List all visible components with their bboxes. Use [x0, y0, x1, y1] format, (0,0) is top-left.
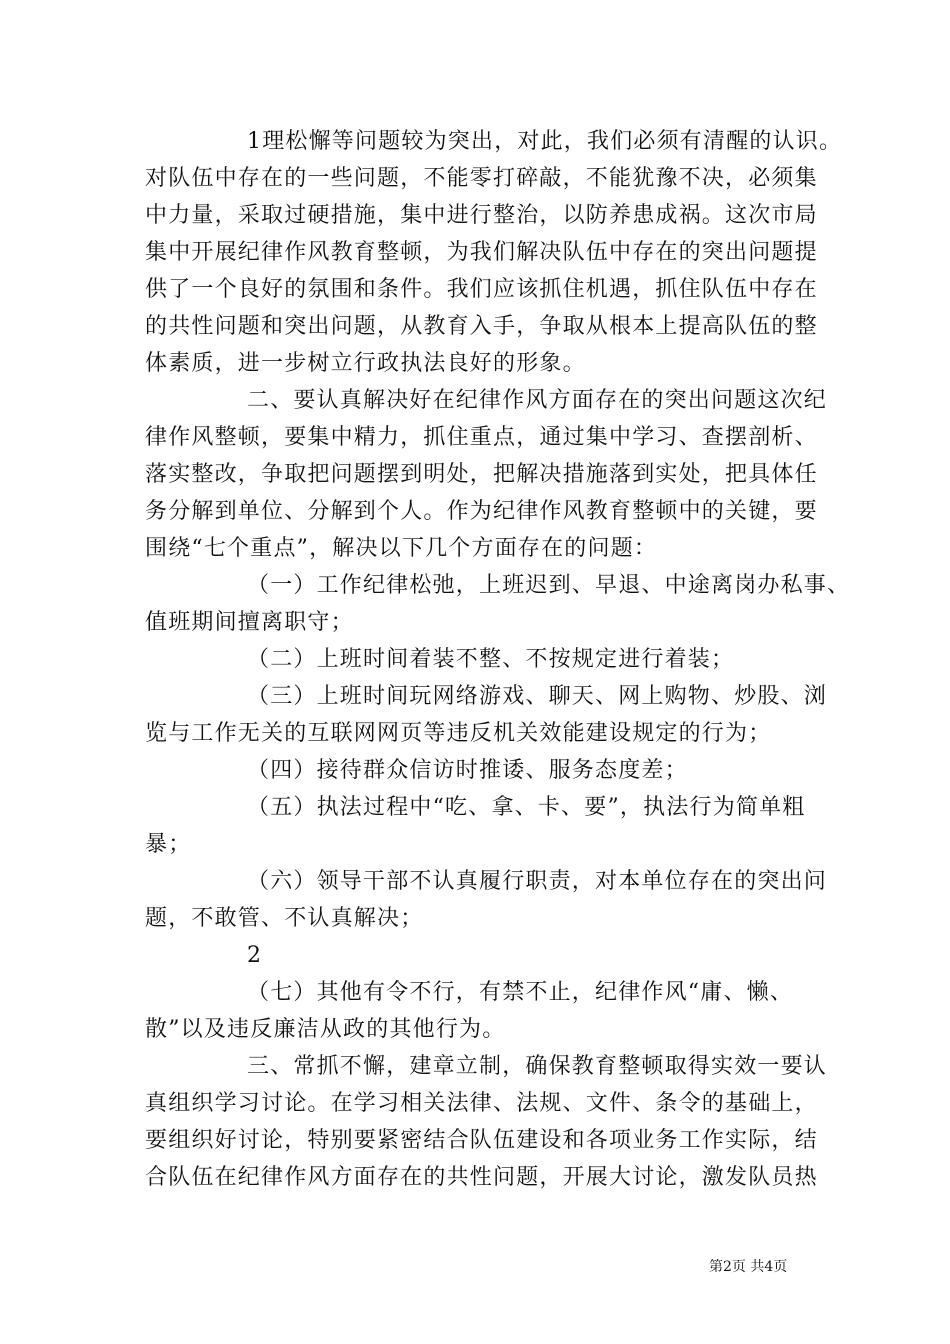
- list-item-7: （七）其他有令不行，有禁不止，纪律作风“庸、懒、: [247, 980, 794, 1005]
- text-line: 供了一个良好的氛围和条件。我们应该抓住机遇，抓住队伍中存在: [145, 277, 818, 302]
- page-footer: 第2页 共4页: [709, 1259, 788, 1275]
- text-line: 散”以及违反廉洁从政的其他行为。: [145, 1017, 506, 1042]
- text-line: 合队伍在纪律作风方面存在的共性问题，开展大讨论，激发队员热: [145, 1165, 818, 1190]
- text-line: 务分解到单位、分解到个人。作为纪律作风教育整顿中的关键，要: [145, 499, 818, 524]
- text-line: 体素质，进一步树立行政执法良好的形象。: [145, 351, 586, 376]
- text-line: 览与工作无关的互联网网页等违反机关效能建设规定的行为；: [145, 721, 772, 746]
- text-line: 围绕“七个重点”，解决以下几个方面存在的问题：: [145, 536, 658, 561]
- section-heading-2: 二、要认真解决好在纪律作风方面存在的突出问题这次纪: [247, 388, 828, 413]
- text-line: 对队伍中存在的一些问题，不能零打碎敲，不能犹豫不决，必须集: [145, 166, 818, 191]
- list-item-3: （三）上班时间玩网络游戏、聊天、网上购物、炒股、浏: [247, 684, 828, 709]
- list-item-2: （二）上班时间着装不整、不按规定进行着装；: [247, 647, 735, 672]
- inline-page-number: 2: [247, 943, 263, 968]
- text-line: 值班期间擅离职守；: [145, 610, 354, 635]
- text-line: 中力量，采取过硬措施，集中进行整治，以防养患成祸。这次市局: [145, 203, 818, 228]
- text-line: 题，不敢管、不认真解决；: [145, 906, 424, 931]
- list-item-1: （一）工作纪律松弛，上班迟到、早退、中途离岗办私事、: [247, 573, 851, 598]
- text-line: 1理松懈等问题较为突出，对此，我们必须有清醒的认识。: [247, 129, 843, 154]
- text-line: 的共性问题和突出问题，从教育入手，争取从根本上提高队伍的整: [145, 314, 818, 339]
- text-line: 暴；: [145, 832, 192, 857]
- list-item-5: （五）执法过程中“吃、拿、卡、要”，执法行为简单粗: [247, 795, 806, 820]
- text-line: 落实整改，争取把问题摆到明处，把解决措施落到实处，把具体任: [145, 462, 818, 487]
- text-line: 要组织好讨论，特别要紧密结合队伍建设和各项业务工作实际，结: [145, 1128, 818, 1153]
- text-line: 集中开展纪律作风教育整顿，为我们解决队伍中存在的突出问题提: [145, 240, 818, 265]
- list-item-4: （四）接待群众信访时推诿、服务态度差；: [247, 758, 688, 783]
- list-item-6: （六）领导干部不认真履行职责，对本单位存在的突出问: [247, 869, 828, 894]
- section-heading-3: 三、常抓不懈，建章立制，确保教育整顿取得实效一要认: [247, 1054, 828, 1079]
- text-line: 真组织学习讨论。在学习相关法律、法规、文件、条令的基础上，: [145, 1091, 818, 1116]
- text-line: 律作风整顿，要集中精力，抓住重点，通过集中学习、查摆剖析、: [145, 425, 818, 450]
